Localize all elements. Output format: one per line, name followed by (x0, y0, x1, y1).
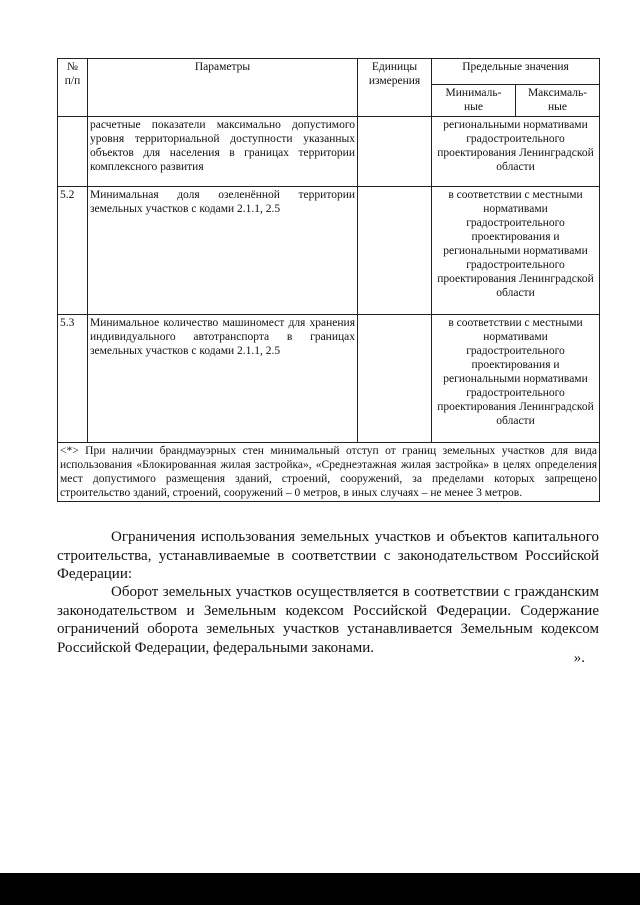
row-limit: в соответствии с местными нормативами градостроительного проектирования и региональными нормативами градостроительного проектирования Ленинградской области (432, 187, 600, 315)
row-parameter: Минимальная доля озеленённой территории земельных участков с кодами 2.1.1, 2.5 (88, 187, 358, 315)
row-unit (358, 315, 432, 443)
row-parameter: Минимальное количество машиномест для хранения индивидуального автотранспорта в границах земельных участков с кодами 2.1.1, 2.5 (88, 315, 358, 443)
closing-quote: ». (573, 650, 585, 666)
paragraph-land-turnover: Оборот земельных участков осуществляется в соответствии с гражданским законодательством и Земельным кодексом Российской Федерации. Содержание ограничений оборота земельных участков устанавливается Земельным кодексом Российской Федерации, федеральными законами. (57, 584, 599, 656)
header-maximum: Максималь- ные (516, 85, 600, 117)
row-number: 5.3 (58, 315, 88, 443)
table-footnote: <*> При наличии брандмауэрных стен минимальный отступ от границ земельных участков для вида использования «Блокированная жилая застройка», «Среднеэтажная жилая застройка» в целях определения мест допустимого размещения зданий, строений, сооружений, за пределами которых запрещено строительство зданий, строений, сооружений – 0 метров, в иных случаях – не менее 3 метров. (58, 443, 600, 502)
header-minimum: Минималь- ные (432, 85, 516, 117)
header-limit-values: Предельные значения (432, 59, 600, 85)
row-limit: в соответствии с местными нормативами градостроительного проектирования и региональными нормативами градостроительного проектирования Ленинградской области (432, 315, 600, 443)
table-row (58, 117, 600, 187)
header-parameters: Параметры (88, 59, 358, 117)
parameters-table (57, 58, 600, 502)
header-units: Единицы измерения (358, 59, 432, 117)
paragraph-restrictions: Ограничения использования земельных участков и объектов капитального строительства, устанавливаемые в соответствии с законодательством Российской Федерации: (57, 529, 599, 582)
row-unit (358, 117, 432, 187)
row-parameter: расчетные показатели максимально допустимого уровня территориальной доступности указанных объектов для населения в границах территории комплексного развития (88, 117, 358, 187)
row-limit: региональными нормативами градостроительного проектирования Ленинградской области (432, 117, 600, 187)
table-row (58, 187, 600, 315)
row-number: 5.2 (58, 187, 88, 315)
table-note-row (58, 443, 600, 502)
scan-border-bar (0, 873, 640, 905)
row-number (58, 117, 88, 187)
row-unit (358, 187, 432, 315)
table-row (58, 315, 600, 443)
header-number: № п/п (58, 59, 88, 117)
